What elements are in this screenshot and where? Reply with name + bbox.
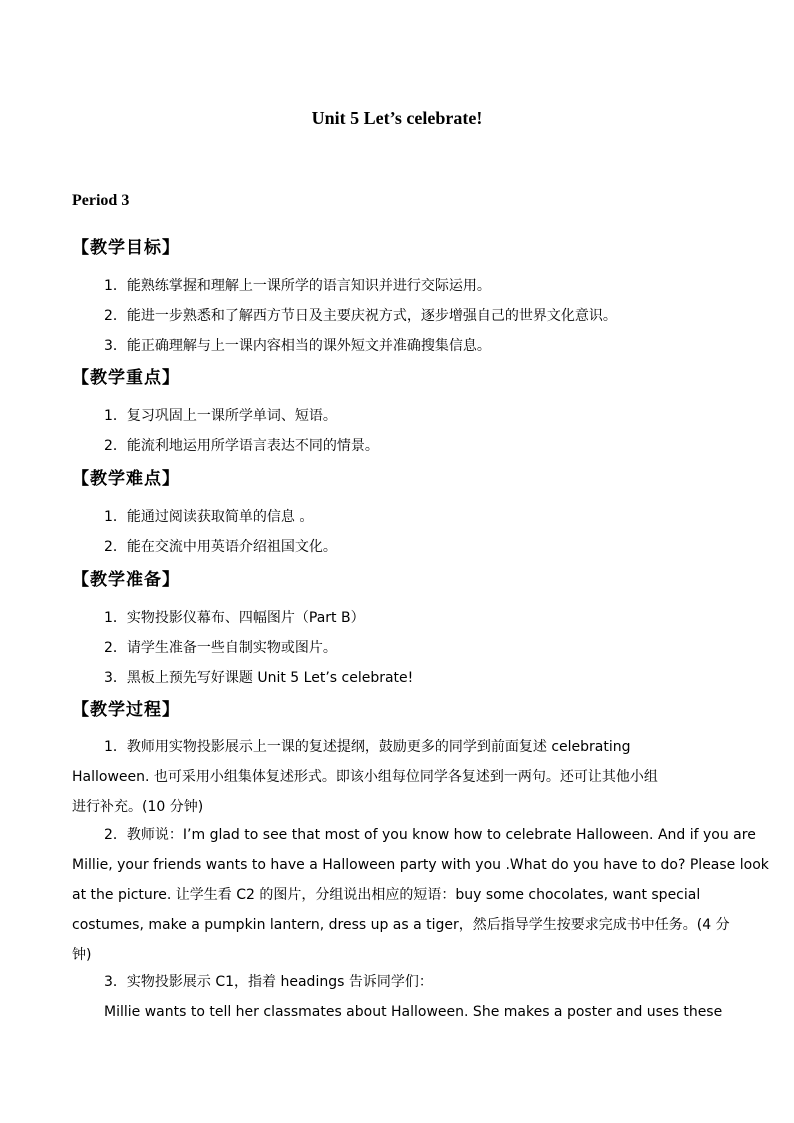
paragraph-line: 3．实物投影展示 C1，指着 headings 告诉同学们： xyxy=(104,974,433,990)
key-point-item: 2．能流利地运用所学语言表达不同的情景。 xyxy=(104,438,379,454)
section-heading-objectives: 【教学目标】 xyxy=(72,238,180,258)
paragraph-line: 2．教师说：I’m glad to see that most of you know how to celebrate Halloween. And if you are xyxy=(104,827,756,843)
document-title: Unit 5 Let’s celebrate! xyxy=(311,108,483,128)
objective-item: 2．能进一步熟悉和了解西方节日及主要庆祝方式，逐步增强自己的世界文化意识。 xyxy=(104,308,617,324)
section-heading-key-points: 【教学重点】 xyxy=(72,368,180,388)
difficulty-item: 1．能通过阅读获取简单的信息 。 xyxy=(104,509,314,525)
section-heading-preparation: 【教学准备】 xyxy=(72,570,180,590)
paragraph-line: costumes, make a pumpkin lantern, dress up as a tiger，然后指导学生按要求完成书中任务。(4 分 xyxy=(72,917,730,933)
difficulty-item: 2．能在交流中用英语介绍祖国文化。 xyxy=(104,539,337,555)
process-step-3 xyxy=(72,967,723,1027)
process-step-1 xyxy=(72,732,718,822)
paragraph-line: Halloween. 也可采用小组集体复述形式。即该小组每位同学各复述到一两句。还可让其他小组 xyxy=(72,769,658,785)
paragraph-line: Millie, your friends wants to have a Halloween party with you .What do you have to do? Please look xyxy=(72,857,769,873)
preparation-item: 3．黑板上预先写好课题 Unit 5 Let’s celebrate! xyxy=(104,670,414,686)
period-label: Period 3 xyxy=(72,192,130,209)
paragraph-line: 1．教师用实物投影展示上一课的复述提纲，鼓励更多的同学到前面复述 celebrating xyxy=(104,739,631,755)
preparation-item: 2．请学生准备一些自制实物或图片。 xyxy=(104,640,337,656)
section-heading-difficulties: 【教学难点】 xyxy=(72,469,180,489)
objective-item: 3．能正确理解与上一课内容相当的课外短文并准确搜集信息。 xyxy=(104,338,491,354)
paragraph-line: at the picture. 让学生看 C2 的图片，分组说出相应的短语：buy some chocolates, want special xyxy=(72,887,701,903)
paragraph-line: Millie wants to tell her classmates about Halloween. She makes a poster and uses these xyxy=(104,1004,723,1020)
paragraph-line: 钟) xyxy=(72,947,92,963)
paragraph-line: 进行补充。(10 分钟) xyxy=(72,799,204,815)
process-step-2 xyxy=(72,820,769,970)
objective-item: 1．能熟练掌握和理解上一课所学的语言知识并进行交际运用。 xyxy=(104,278,491,294)
section-heading-process: 【教学过程】 xyxy=(72,700,180,720)
key-point-item: 1．复习巩固上一课所学单词、短语。 xyxy=(104,408,337,424)
preparation-item: 1．实物投影仪幕布、四幅图片（Part B） xyxy=(104,610,365,626)
